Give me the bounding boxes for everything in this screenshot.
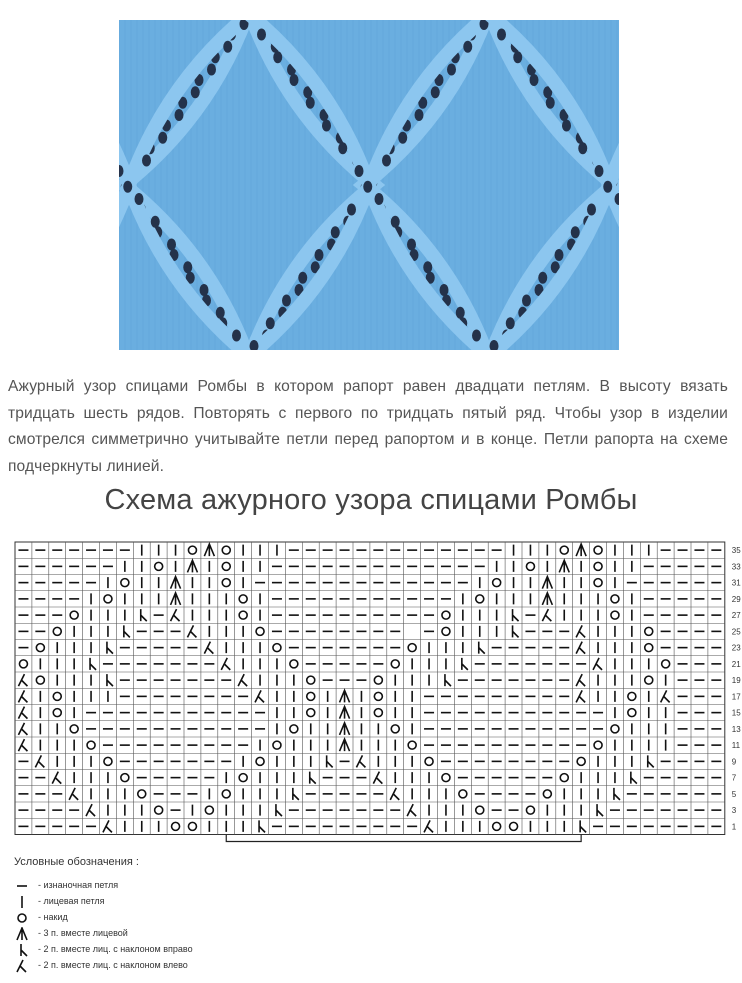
eyelet-hole [315, 249, 324, 261]
knitting-photo-image [119, 20, 619, 350]
row-number: 1 [731, 822, 737, 832]
eyelet-hole [257, 29, 266, 41]
eyelet-hole [423, 261, 432, 273]
eyelet-hole [595, 165, 604, 177]
eyelet-hole [463, 41, 472, 53]
eyelet-hole [306, 97, 315, 109]
eyelet-hole [447, 64, 456, 76]
eyelet-hole [363, 181, 372, 193]
row-number: 29 [731, 594, 741, 604]
eyelet-hole [331, 226, 340, 238]
legend-item-text: - накид [38, 912, 68, 922]
eyelet-hole [578, 142, 587, 154]
eyelet-hole [382, 155, 391, 167]
eyelet-hole [158, 132, 167, 144]
eyelet-hole [355, 165, 364, 177]
row-number: 3 [731, 806, 737, 816]
row-number: 15 [731, 708, 741, 718]
eyelet-hole [398, 132, 407, 144]
k2tog-right-icon [14, 943, 30, 957]
legend-title: Условные обозначения : [14, 856, 139, 868]
row-number: 5 [731, 789, 737, 799]
eyelet-hole [175, 109, 184, 121]
eyelet-hole [603, 181, 612, 193]
k3tog-icon [14, 927, 30, 941]
row-number: 35 [731, 546, 741, 556]
knitting-pattern-photo [119, 20, 619, 350]
legend-item-text: - 3 п. вместе лицевой [38, 928, 128, 938]
row-number: 33 [731, 562, 741, 572]
legend-item-text: - изнаночная петля [38, 880, 119, 890]
row-number: 23 [731, 643, 741, 653]
legend-item-text: - 2 п. вместе лиц. с наклоном влево [38, 960, 188, 970]
eyelet-hole [151, 216, 160, 228]
eyelet-hole [273, 51, 282, 63]
row-number: 9 [731, 757, 737, 767]
k2tog-left-icon [14, 959, 30, 973]
eyelet-hole [207, 64, 216, 76]
row-number: 17 [731, 692, 741, 702]
eyelet-hole [338, 142, 347, 154]
purl-icon [14, 879, 30, 893]
eyelet-hole [440, 284, 449, 296]
eyelet-hole [506, 317, 515, 329]
eyelet-hole [546, 97, 555, 109]
eyelet-hole [298, 272, 307, 284]
eyelet-hole [375, 193, 384, 205]
eyelet-hole [223, 41, 232, 53]
eyelet-hole [571, 226, 580, 238]
eyelet-hole [347, 204, 356, 216]
eyelet-hole [407, 239, 416, 251]
chart-title: Схема ажурного узора спицами Ромбы [104, 484, 638, 516]
eyelet-hole [513, 51, 522, 63]
row-number: 21 [731, 659, 741, 669]
pattern-description: Ажурный узор спицами Ромбы в котором рапорт равен двадцати петлям. В высоту вязать тридцать шесть рядов. Повторять с первого по тридцать пятый ряд. Чтобы узор в изделии смотрелся симметрично учитывайте петли перед рапортом и в конце. Петли рапорта на схеме подчеркнуты линией. [8, 378, 728, 475]
row-number: 7 [731, 773, 737, 783]
eyelet-hole [266, 317, 275, 329]
eyelet-hole [497, 29, 506, 41]
eyelet-hole [216, 307, 225, 319]
eyelet-hole [391, 216, 400, 228]
eyelet-hole [472, 330, 481, 342]
eyelet-hole [167, 239, 176, 251]
repeat-bracket [226, 835, 581, 842]
eyelet-hole [290, 74, 299, 86]
eyelet-hole [562, 120, 571, 132]
eyelet-hole [522, 295, 531, 307]
eyelet-hole [123, 181, 132, 193]
eyelet-hole [587, 204, 596, 216]
eyelet-hole [555, 249, 564, 261]
row-number: 19 [731, 676, 741, 686]
eyelet-hole [282, 295, 291, 307]
eyelet-hole [200, 284, 209, 296]
yo-icon [14, 911, 30, 925]
legend-item-text: - лицевая петля [38, 896, 105, 906]
row-number: 13 [731, 724, 741, 734]
row-number: 25 [731, 627, 741, 637]
eyelet-hole [232, 330, 241, 342]
knit-icon [14, 895, 30, 909]
eyelet-hole [431, 86, 440, 98]
eyelet-hole [322, 120, 331, 132]
eyelet-hole [135, 193, 144, 205]
eyelet-hole [456, 307, 465, 319]
legend-item-text: - 2 п. вместе лиц. с наклоном вправо [38, 944, 193, 954]
knitting-chart [0, 530, 742, 850]
eyelet-hole [183, 261, 192, 273]
eyelet-hole [538, 272, 547, 284]
row-number: 11 [731, 741, 741, 751]
eyelet-hole [415, 109, 424, 121]
eyelet-hole [530, 74, 539, 86]
row-number: 31 [731, 578, 741, 588]
eyelet-hole [191, 86, 200, 98]
row-number: 27 [731, 611, 741, 621]
eyelet-hole [142, 155, 151, 167]
